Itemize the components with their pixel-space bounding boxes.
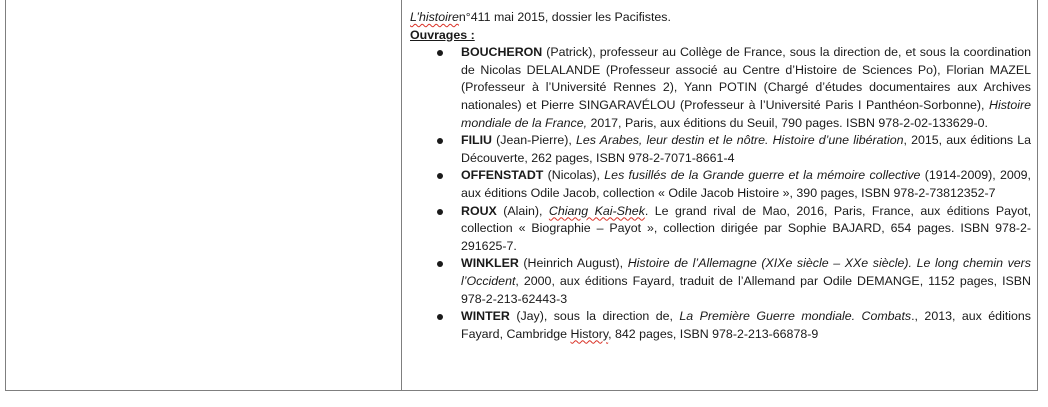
work-description: (Jean-Pierre), [491, 133, 577, 148]
work-publication: ., 2013, aux éditions Fayard, Cambridge [461, 309, 1032, 341]
list-item [410, 44, 1031, 132]
work-title: Les fusillés de la Grande guerre et la mémoire collective [604, 168, 921, 183]
works-list [410, 44, 1031, 343]
author-name: FILIU [461, 133, 492, 148]
work-title: Histoire de l’Allemagne (XIXe siècle – XXe siècle). Le long chemin vers l’Occident [461, 256, 1031, 288]
document-table [5, 0, 1038, 391]
list-item [410, 255, 1031, 308]
author-name: ROUX [461, 203, 497, 218]
bullet-icon [437, 138, 443, 144]
author-name: WINTER [461, 309, 510, 324]
left-table-cell [6, 0, 402, 390]
work-title: Histoire mondiale de la France, [461, 97, 1031, 130]
section-title: Ouvrages : [410, 27, 475, 42]
misspelled-word: History [570, 326, 609, 341]
magazine-reference [410, 9, 1031, 27]
work-publication-end: , 842 pages, ISBN 978-2-213-66878-9 [608, 326, 819, 341]
work-title: La Première Guerre mondiale. Combats [679, 309, 912, 324]
right-table-cell[interactable] [402, 0, 1037, 390]
work-description: (Jay), sous la direction de, [509, 309, 680, 324]
work-publication: 2017, Paris, aux éditions du Seuil, 790 pages. ISBN 978-2-02-133629-0. [587, 115, 988, 130]
work-publication: , 2015, aux éditions La Découverte, 262 pages, ISBN 978-2-7071-8661-4 [461, 133, 1031, 165]
work-publication: (1914-2009), 2009, aux éditions Odile Jacob, collection « Odile Jacob Histoire », 390 pages, ISBN 978-2-73812352-7 [461, 168, 1031, 200]
bullet-icon [437, 173, 443, 179]
bullet-icon [437, 261, 443, 267]
list-item [410, 167, 1031, 202]
author-name: BOUCHERON [461, 45, 543, 60]
list-item [410, 132, 1031, 167]
work-title: Chiang Kai-Shek [548, 203, 645, 218]
bullet-icon [437, 209, 443, 215]
work-publication: . Le grand rival de Mao, 2016, Paris, France, aux éditions Payot, collection « Biographie – Payot », collection dirigée par Sophie BAJARD, 654 pages. ISBN 978-2-291625-7. [461, 203, 1032, 253]
list-item [410, 203, 1031, 256]
work-title: Les Arabes, leur destin et le nôtre. Histoire d’une libération [576, 133, 904, 148]
bullet-icon [437, 314, 443, 320]
work-description: (Patrick), professeur au Collège de France, sous la direction de, et sous la coordination de Nicolas DELALANDE (Professeur associé au Centre d’Histoire de Sciences Po), Florian MAZEL (Professeur à l’Université Rennes 2), Yann POTIN (Chargé d’études documentaires aux Archives nationales) et Pierre SINGARAVÉLOU (Professeur à l’Université Paris I Panthéon-Sorbonne), [461, 45, 1031, 112]
magazine-title: L’histoire [410, 10, 459, 24]
work-description: (Heinrich August), [518, 256, 628, 271]
author-name: OFFENSTADT [461, 168, 544, 183]
author-name: WINKLER [461, 256, 519, 271]
work-description: (Nicolas), [543, 168, 605, 183]
bullet-icon [437, 50, 443, 56]
magazine-details: n°411 mai 2015, dossier les Pacifistes. [458, 10, 671, 24]
list-item [410, 308, 1031, 343]
work-publication: , 2000, aux éditions Fayard, traduit de l’Allemand par Odile DEMANGE, 1152 pages, ISBN 978-2-213-62443-3 [461, 273, 1031, 306]
work-description: (Alain), [496, 203, 549, 218]
